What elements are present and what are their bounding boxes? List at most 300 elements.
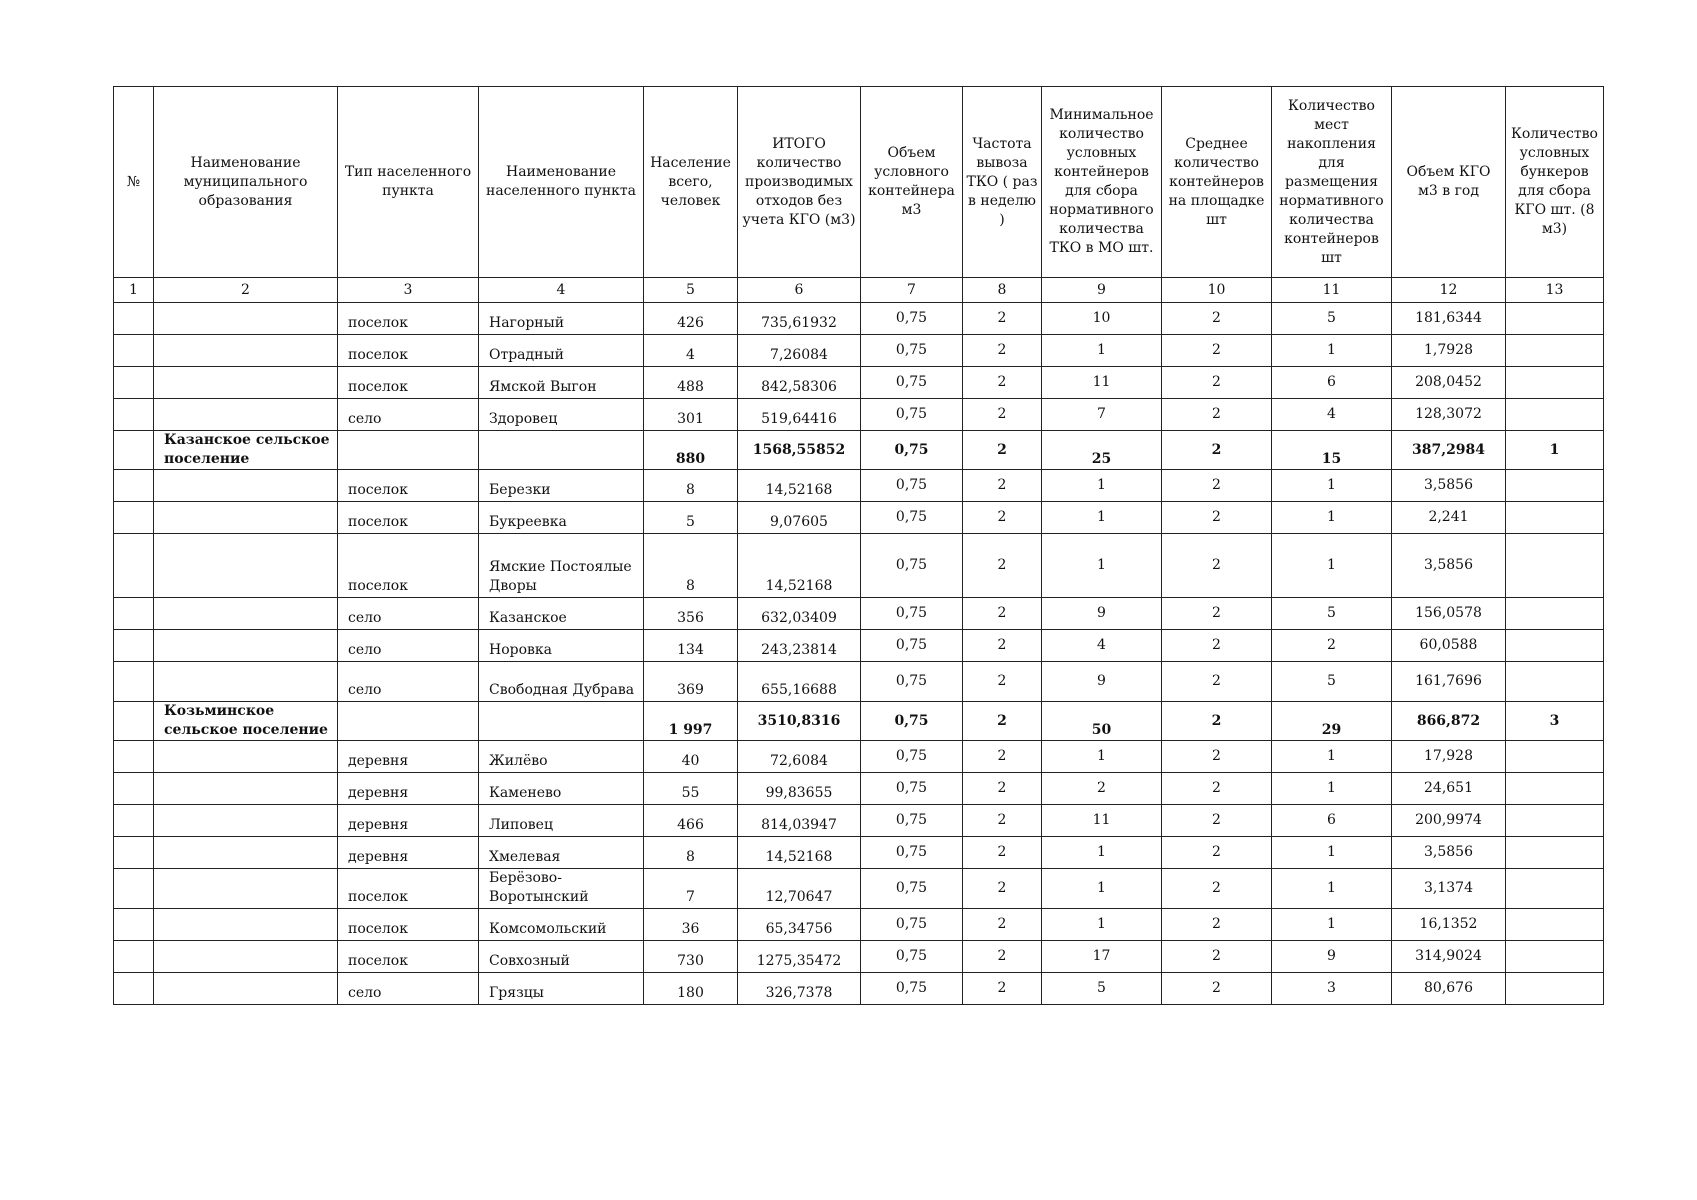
- settlement-name-cell: Комсомольский: [479, 909, 644, 941]
- settlement-type-cell: деревня: [338, 837, 479, 869]
- kgo-bunkers-cell: [1506, 534, 1604, 598]
- row-number-cell: [114, 335, 154, 367]
- min-containers-cell: 7: [1042, 399, 1162, 431]
- avg-containers-cell: 2: [1162, 367, 1272, 399]
- header-cell: Объем условного контейнера м3: [861, 87, 963, 278]
- settlement-name-cell: Здоровец: [479, 399, 644, 431]
- collection-frequency-cell: 2: [963, 399, 1042, 431]
- table-row: [114, 335, 1604, 367]
- row-number-cell: [114, 941, 154, 973]
- kgo-bunkers-cell: [1506, 741, 1604, 773]
- min-containers-cell: 25: [1042, 431, 1162, 470]
- settlement-name-cell: [479, 702, 644, 741]
- avg-containers-cell: 2: [1162, 598, 1272, 630]
- kgo-volume-cell: 24,651: [1392, 773, 1506, 805]
- row-number-cell: [114, 741, 154, 773]
- settlement-type-cell: [338, 702, 479, 741]
- container-volume-cell: 0,75: [861, 598, 963, 630]
- collection-frequency-cell: 2: [963, 534, 1042, 598]
- avg-containers-cell: 2: [1162, 502, 1272, 534]
- settlement-name-cell: Букреевка: [479, 502, 644, 534]
- kgo-bunkers-cell: [1506, 973, 1604, 1005]
- collection-frequency-cell: 2: [963, 431, 1042, 470]
- avg-containers-cell: 2: [1162, 662, 1272, 702]
- accumulation-places-cell: 5: [1272, 303, 1392, 335]
- municipality-name-cell: Казанское сельское поселение: [154, 431, 338, 470]
- table-row: [114, 773, 1604, 805]
- municipality-name-cell: [154, 869, 338, 909]
- waste-volume-cell: 7,26084: [738, 335, 861, 367]
- municipality-name-cell: [154, 470, 338, 502]
- table-row: [114, 941, 1604, 973]
- population-cell: 369: [644, 662, 738, 702]
- accumulation-places-cell: 6: [1272, 367, 1392, 399]
- waste-volume-cell: 632,03409: [738, 598, 861, 630]
- collection-frequency-cell: 2: [963, 941, 1042, 973]
- accumulation-places-cell: 1: [1272, 837, 1392, 869]
- waste-volume-cell: 3510,8316: [738, 702, 861, 741]
- min-containers-cell: 1: [1042, 502, 1162, 534]
- header-cell: №: [114, 87, 154, 278]
- municipality-name-cell: [154, 335, 338, 367]
- header-cell: Наименование населенного пункта: [479, 87, 644, 278]
- column-number-row: [114, 278, 1604, 303]
- waste-volume-cell: 65,34756: [738, 909, 861, 941]
- municipality-name-cell: [154, 367, 338, 399]
- population-cell: 8: [644, 470, 738, 502]
- settlement-type-cell: поселок: [338, 502, 479, 534]
- kgo-volume-cell: 2,241: [1392, 502, 1506, 534]
- kgo-bunkers-cell: [1506, 598, 1604, 630]
- column-number: 11: [1272, 278, 1392, 303]
- avg-containers-cell: 2: [1162, 534, 1272, 598]
- table-row: [114, 470, 1604, 502]
- kgo-bunkers-cell: [1506, 335, 1604, 367]
- kgo-bunkers-cell: [1506, 502, 1604, 534]
- kgo-bunkers-cell: [1506, 941, 1604, 973]
- population-cell: 1 997: [644, 702, 738, 741]
- container-volume-cell: 0,75: [861, 335, 963, 367]
- container-volume-cell: 0,75: [861, 367, 963, 399]
- collection-frequency-cell: 2: [963, 702, 1042, 741]
- settlement-name-cell: Ямские Постоялые Дворы: [479, 534, 644, 598]
- accumulation-places-cell: 1: [1272, 502, 1392, 534]
- min-containers-cell: 5: [1042, 973, 1162, 1005]
- settlement-type-cell: [338, 431, 479, 470]
- waste-volume-cell: 243,23814: [738, 630, 861, 662]
- kgo-bunkers-cell: [1506, 367, 1604, 399]
- accumulation-places-cell: 1: [1272, 909, 1392, 941]
- settlement-type-cell: село: [338, 973, 479, 1005]
- kgo-volume-cell: 16,1352: [1392, 909, 1506, 941]
- container-volume-cell: 0,75: [861, 702, 963, 741]
- kgo-bunkers-cell: [1506, 837, 1604, 869]
- collection-frequency-cell: 2: [963, 335, 1042, 367]
- kgo-bunkers-cell: [1506, 869, 1604, 909]
- header-cell: Наименование муниципального образования: [154, 87, 338, 278]
- accumulation-places-cell: 1: [1272, 534, 1392, 598]
- container-volume-cell: 0,75: [861, 909, 963, 941]
- avg-containers-cell: 2: [1162, 335, 1272, 367]
- min-containers-cell: 11: [1042, 805, 1162, 837]
- waste-volume-cell: 519,64416: [738, 399, 861, 431]
- municipality-name-cell: [154, 909, 338, 941]
- kgo-bunkers-cell: [1506, 662, 1604, 702]
- kgo-bunkers-cell: [1506, 805, 1604, 837]
- kgo-bunkers-cell: [1506, 399, 1604, 431]
- settlement-name-cell: Свободная Дубрава: [479, 662, 644, 702]
- waste-table: [113, 86, 1604, 1005]
- kgo-volume-cell: 80,676: [1392, 973, 1506, 1005]
- container-volume-cell: 0,75: [861, 869, 963, 909]
- settlement-name-cell: [479, 431, 644, 470]
- container-volume-cell: 0,75: [861, 805, 963, 837]
- kgo-volume-cell: 866,872: [1392, 702, 1506, 741]
- avg-containers-cell: 2: [1162, 399, 1272, 431]
- container-volume-cell: 0,75: [861, 534, 963, 598]
- kgo-bunkers-cell: 1: [1506, 431, 1604, 470]
- municipality-name-cell: [154, 399, 338, 431]
- settlement-name-cell: Нагорный: [479, 303, 644, 335]
- municipality-name-cell: [154, 837, 338, 869]
- accumulation-places-cell: 4: [1272, 399, 1392, 431]
- avg-containers-cell: 2: [1162, 805, 1272, 837]
- accumulation-places-cell: 29: [1272, 702, 1392, 741]
- waste-volume-cell: 9,07605: [738, 502, 861, 534]
- column-number: 1: [114, 278, 154, 303]
- population-cell: 5: [644, 502, 738, 534]
- waste-volume-cell: 12,70647: [738, 869, 861, 909]
- settlement-type-cell: поселок: [338, 941, 479, 973]
- row-number-cell: [114, 399, 154, 431]
- row-number-cell: [114, 837, 154, 869]
- column-number: 3: [338, 278, 479, 303]
- table-row: [114, 909, 1604, 941]
- kgo-bunkers-cell: 3: [1506, 702, 1604, 741]
- settlement-name-cell: Жилёво: [479, 741, 644, 773]
- kgo-bunkers-cell: [1506, 909, 1604, 941]
- container-volume-cell: 0,75: [861, 303, 963, 335]
- population-cell: 4: [644, 335, 738, 367]
- waste-volume-cell: 72,6084: [738, 741, 861, 773]
- min-containers-cell: 1: [1042, 335, 1162, 367]
- header-row: [114, 87, 1604, 278]
- container-volume-cell: 0,75: [861, 837, 963, 869]
- waste-volume-cell: 14,52168: [738, 470, 861, 502]
- column-number: 4: [479, 278, 644, 303]
- population-cell: 488: [644, 367, 738, 399]
- population-cell: 356: [644, 598, 738, 630]
- collection-frequency-cell: 2: [963, 502, 1042, 534]
- avg-containers-cell: 2: [1162, 869, 1272, 909]
- container-volume-cell: 0,75: [861, 399, 963, 431]
- row-number-cell: [114, 470, 154, 502]
- population-cell: 730: [644, 941, 738, 973]
- group-row: [114, 702, 1604, 741]
- row-number-cell: [114, 630, 154, 662]
- municipality-name-cell: [154, 598, 338, 630]
- municipality-name-cell: [154, 534, 338, 598]
- settlement-type-cell: поселок: [338, 869, 479, 909]
- table-body: [114, 303, 1604, 1005]
- avg-containers-cell: 2: [1162, 837, 1272, 869]
- min-containers-cell: 11: [1042, 367, 1162, 399]
- collection-frequency-cell: 2: [963, 837, 1042, 869]
- min-containers-cell: 1: [1042, 909, 1162, 941]
- accumulation-places-cell: 5: [1272, 598, 1392, 630]
- population-cell: 8: [644, 534, 738, 598]
- min-containers-cell: 2: [1042, 773, 1162, 805]
- waste-volume-cell: 842,58306: [738, 367, 861, 399]
- population-cell: 36: [644, 909, 738, 941]
- settlement-type-cell: поселок: [338, 335, 479, 367]
- table-row: [114, 741, 1604, 773]
- row-number-cell: [114, 367, 154, 399]
- avg-containers-cell: 2: [1162, 973, 1272, 1005]
- table-row: [114, 805, 1604, 837]
- settlement-name-cell: Отрадный: [479, 335, 644, 367]
- min-containers-cell: 1: [1042, 470, 1162, 502]
- row-number-cell: [114, 805, 154, 837]
- table-row: [114, 973, 1604, 1005]
- container-volume-cell: 0,75: [861, 502, 963, 534]
- waste-volume-cell: 326,7378: [738, 973, 861, 1005]
- municipality-name-cell: [154, 303, 338, 335]
- accumulation-places-cell: 5: [1272, 662, 1392, 702]
- container-volume-cell: 0,75: [861, 630, 963, 662]
- collection-frequency-cell: 2: [963, 805, 1042, 837]
- column-number: 12: [1392, 278, 1506, 303]
- container-volume-cell: 0,75: [861, 773, 963, 805]
- accumulation-places-cell: 15: [1272, 431, 1392, 470]
- settlement-name-cell: Хмелевая: [479, 837, 644, 869]
- collection-frequency-cell: 2: [963, 303, 1042, 335]
- column-number: 13: [1506, 278, 1604, 303]
- accumulation-places-cell: 1: [1272, 869, 1392, 909]
- municipality-name-cell: [154, 805, 338, 837]
- min-containers-cell: 1: [1042, 837, 1162, 869]
- population-cell: 466: [644, 805, 738, 837]
- column-number: 10: [1162, 278, 1272, 303]
- kgo-volume-cell: 128,3072: [1392, 399, 1506, 431]
- population-cell: 55: [644, 773, 738, 805]
- group-row: [114, 431, 1604, 470]
- min-containers-cell: 17: [1042, 941, 1162, 973]
- min-containers-cell: 1: [1042, 534, 1162, 598]
- column-number: 5: [644, 278, 738, 303]
- kgo-bunkers-cell: [1506, 630, 1604, 662]
- settlement-type-cell: поселок: [338, 470, 479, 502]
- municipality-name-cell: [154, 941, 338, 973]
- min-containers-cell: 10: [1042, 303, 1162, 335]
- min-containers-cell: 4: [1042, 630, 1162, 662]
- settlement-name-cell: Казанское: [479, 598, 644, 630]
- population-cell: 880: [644, 431, 738, 470]
- row-number-cell: [114, 702, 154, 741]
- accumulation-places-cell: 1: [1272, 773, 1392, 805]
- header-cell: Частота вывоза ТКО ( раз в неделю ): [963, 87, 1042, 278]
- settlement-type-cell: деревня: [338, 805, 479, 837]
- header-cell: Объем КГО м3 в год: [1392, 87, 1506, 278]
- table-row: [114, 399, 1604, 431]
- column-number: 9: [1042, 278, 1162, 303]
- kgo-volume-cell: 161,7696: [1392, 662, 1506, 702]
- accumulation-places-cell: 1: [1272, 741, 1392, 773]
- container-volume-cell: 0,75: [861, 973, 963, 1005]
- settlement-type-cell: поселок: [338, 367, 479, 399]
- header-cell: Минимальное количество условных контейнеров для сбора нормативного количества ТКО в МО шт.: [1042, 87, 1162, 278]
- min-containers-cell: 1: [1042, 869, 1162, 909]
- avg-containers-cell: 2: [1162, 303, 1272, 335]
- settlement-name-cell: Каменево: [479, 773, 644, 805]
- collection-frequency-cell: 2: [963, 973, 1042, 1005]
- row-number-cell: [114, 773, 154, 805]
- accumulation-places-cell: 9: [1272, 941, 1392, 973]
- kgo-volume-cell: 3,5856: [1392, 470, 1506, 502]
- settlement-type-cell: деревня: [338, 773, 479, 805]
- container-volume-cell: 0,75: [861, 431, 963, 470]
- collection-frequency-cell: 2: [963, 470, 1042, 502]
- table-row: [114, 869, 1604, 909]
- settlement-name-cell: Норовка: [479, 630, 644, 662]
- avg-containers-cell: 2: [1162, 741, 1272, 773]
- collection-frequency-cell: 2: [963, 367, 1042, 399]
- kgo-volume-cell: 387,2984: [1392, 431, 1506, 470]
- waste-volume-cell: 1275,35472: [738, 941, 861, 973]
- avg-containers-cell: 2: [1162, 470, 1272, 502]
- header-cell: Количество условных бункеров для сбора КГО шт. (8 м3): [1506, 87, 1604, 278]
- settlement-name-cell: Ямской Выгон: [479, 367, 644, 399]
- header-cell: Население всего, человек: [644, 87, 738, 278]
- container-volume-cell: 0,75: [861, 470, 963, 502]
- collection-frequency-cell: 2: [963, 662, 1042, 702]
- container-volume-cell: 0,75: [861, 662, 963, 702]
- waste-volume-cell: 1568,55852: [738, 431, 861, 470]
- waste-volume-cell: 735,61932: [738, 303, 861, 335]
- settlement-type-cell: село: [338, 630, 479, 662]
- table-row: [114, 630, 1604, 662]
- kgo-volume-cell: 60,0588: [1392, 630, 1506, 662]
- row-number-cell: [114, 662, 154, 702]
- kgo-volume-cell: 181,6344: [1392, 303, 1506, 335]
- table-row: [114, 303, 1604, 335]
- collection-frequency-cell: 2: [963, 869, 1042, 909]
- collection-frequency-cell: 2: [963, 773, 1042, 805]
- column-number: 2: [154, 278, 338, 303]
- min-containers-cell: 50: [1042, 702, 1162, 741]
- avg-containers-cell: 2: [1162, 630, 1272, 662]
- row-number-cell: [114, 598, 154, 630]
- header-cell: Тип населенного пункта: [338, 87, 479, 278]
- header-cell: Количество мест накопления для размещения нормативного количества контейнеров шт: [1272, 87, 1392, 278]
- table-row: [114, 598, 1604, 630]
- accumulation-places-cell: 1: [1272, 335, 1392, 367]
- kgo-volume-cell: 3,5856: [1392, 534, 1506, 598]
- row-number-cell: [114, 869, 154, 909]
- settlement-type-cell: поселок: [338, 303, 479, 335]
- population-cell: 7: [644, 869, 738, 909]
- settlement-type-cell: село: [338, 598, 479, 630]
- kgo-bunkers-cell: [1506, 470, 1604, 502]
- accumulation-places-cell: 6: [1272, 805, 1392, 837]
- accumulation-places-cell: 2: [1272, 630, 1392, 662]
- municipality-name-cell: [154, 973, 338, 1005]
- kgo-volume-cell: 17,928: [1392, 741, 1506, 773]
- collection-frequency-cell: 2: [963, 909, 1042, 941]
- avg-containers-cell: 2: [1162, 941, 1272, 973]
- settlement-name-cell: Березки: [479, 470, 644, 502]
- table-row: [114, 837, 1604, 869]
- avg-containers-cell: 2: [1162, 702, 1272, 741]
- population-cell: 301: [644, 399, 738, 431]
- settlement-type-cell: поселок: [338, 909, 479, 941]
- municipality-name-cell: [154, 630, 338, 662]
- min-containers-cell: 9: [1042, 662, 1162, 702]
- table-row: [114, 367, 1604, 399]
- kgo-bunkers-cell: [1506, 303, 1604, 335]
- collection-frequency-cell: 2: [963, 630, 1042, 662]
- min-containers-cell: 1: [1042, 741, 1162, 773]
- container-volume-cell: 0,75: [861, 741, 963, 773]
- settlement-type-cell: село: [338, 399, 479, 431]
- settlement-name-cell: Липовец: [479, 805, 644, 837]
- column-number: 7: [861, 278, 963, 303]
- kgo-volume-cell: 3,1374: [1392, 869, 1506, 909]
- row-number-cell: [114, 973, 154, 1005]
- column-number: 8: [963, 278, 1042, 303]
- settlement-name-cell: Берёзово-Воротынский: [479, 869, 644, 909]
- population-cell: 8: [644, 837, 738, 869]
- kgo-volume-cell: 3,5856: [1392, 837, 1506, 869]
- table-row: [114, 534, 1604, 598]
- population-cell: 180: [644, 973, 738, 1005]
- collection-frequency-cell: 2: [963, 598, 1042, 630]
- municipality-name-cell: [154, 502, 338, 534]
- settlement-name-cell: Грязцы: [479, 973, 644, 1005]
- accumulation-places-cell: 1: [1272, 470, 1392, 502]
- row-number-cell: [114, 303, 154, 335]
- waste-volume-cell: 99,83655: [738, 773, 861, 805]
- kgo-volume-cell: 208,0452: [1392, 367, 1506, 399]
- settlement-type-cell: деревня: [338, 741, 479, 773]
- waste-volume-cell: 14,52168: [738, 534, 861, 598]
- row-number-cell: [114, 909, 154, 941]
- avg-containers-cell: 2: [1162, 773, 1272, 805]
- row-number-cell: [114, 431, 154, 470]
- population-cell: 134: [644, 630, 738, 662]
- kgo-volume-cell: 156,0578: [1392, 598, 1506, 630]
- population-cell: 40: [644, 741, 738, 773]
- kgo-volume-cell: 314,9024: [1392, 941, 1506, 973]
- municipality-name-cell: [154, 662, 338, 702]
- table-row: [114, 502, 1604, 534]
- settlement-name-cell: Совхозный: [479, 941, 644, 973]
- waste-volume-cell: 814,03947: [738, 805, 861, 837]
- collection-frequency-cell: 2: [963, 741, 1042, 773]
- avg-containers-cell: 2: [1162, 431, 1272, 470]
- header-cell: Среднее количество контейнеров на площадке шт: [1162, 87, 1272, 278]
- municipality-name-cell: [154, 741, 338, 773]
- waste-volume-cell: 655,16688: [738, 662, 861, 702]
- kgo-volume-cell: 200,9974: [1392, 805, 1506, 837]
- settlement-type-cell: поселок: [338, 534, 479, 598]
- column-number: 6: [738, 278, 861, 303]
- kgo-bunkers-cell: [1506, 773, 1604, 805]
- avg-containers-cell: 2: [1162, 909, 1272, 941]
- waste-volume-cell: 14,52168: [738, 837, 861, 869]
- accumulation-places-cell: 3: [1272, 973, 1392, 1005]
- header-cell: ИТОГО количество производимых отходов без учета КГО (м3): [738, 87, 861, 278]
